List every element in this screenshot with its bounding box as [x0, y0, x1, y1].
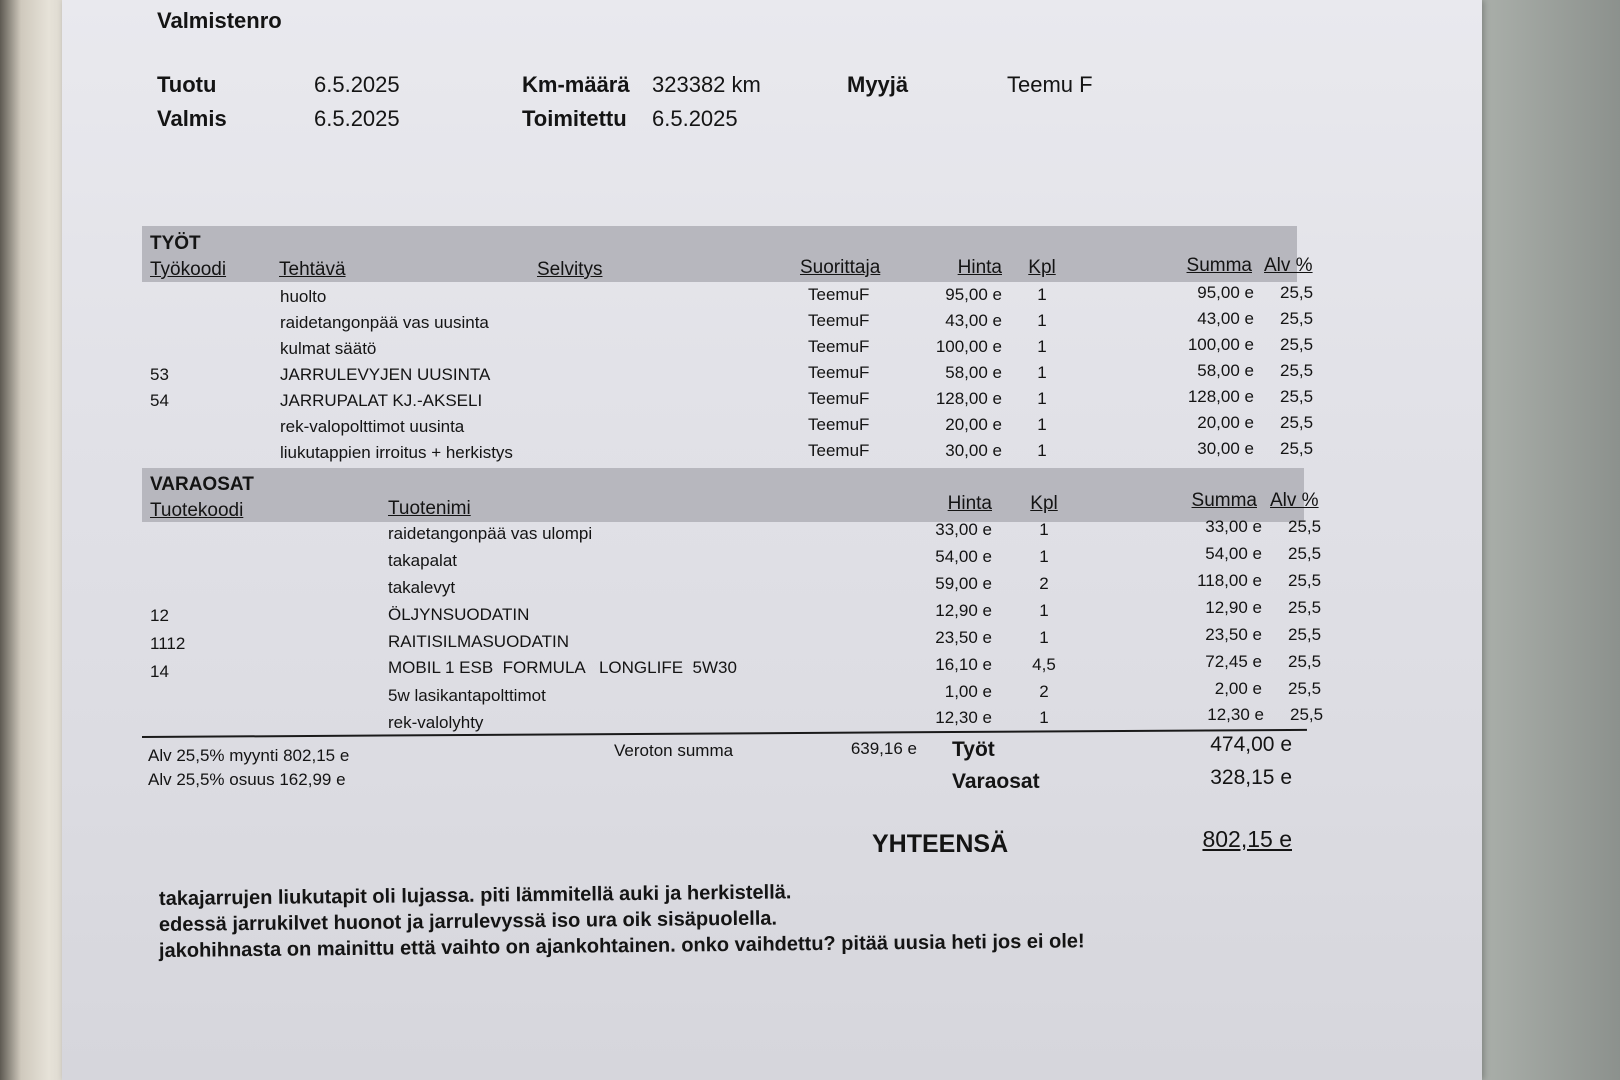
varaosat-row-vat: 25,5: [1290, 705, 1324, 724]
note-line-2: edessä jarrukilvet huonot ja jarrulevyssä iso ura oik sisäpuolella.: [158, 907, 778, 936]
varaosat-row-name: ÖLJYNSUODATIN: [388, 605, 530, 624]
tyot-row-task: JARRUPALAT KJ.-AKSELI: [280, 391, 483, 410]
varaosat-row-code: 1112: [150, 634, 186, 653]
invoice-paper: [62, 0, 1482, 1080]
varaosat-row-vat: 25,5: [1288, 652, 1322, 671]
note-line-1: takajarrujen liukutapit oli lujassa. piti lämmitellä auki ja herkistellä.: [158, 881, 792, 910]
background-left: [0, 0, 70, 1080]
alv-myynti: Alv 25,5% myynti 802,15 e: [148, 746, 350, 765]
tyot-row-qty: 1: [1037, 311, 1047, 330]
varaosat-row-sum: 12,30 e: [1207, 705, 1264, 724]
tyot-row-task: kulmat säätö: [280, 339, 377, 358]
varaosat-row-name: 5w lasikantapolttimot: [388, 686, 546, 705]
varaosat-row-qty: 1: [1039, 708, 1049, 727]
varaosat-row-name: RAITISILMASUODATIN: [388, 632, 570, 651]
tyot-row-price: 95,00 e: [945, 285, 1002, 304]
valmis-label: Valmis: [157, 106, 227, 131]
veroton-label: Veroton summa: [614, 741, 734, 760]
varaosat-col-code: Tuotekoodi: [150, 500, 244, 521]
tyot-row-price: 20,00 e: [945, 415, 1002, 434]
tyot-row-sum: 30,00 e: [1197, 439, 1254, 458]
tyot-row-code: 53: [150, 365, 169, 384]
tyot-row-price: 128,00 e: [935, 389, 1002, 408]
tyot-section-title: TYÖT: [150, 233, 201, 254]
varaosat-row-sum: 33,00 e: [1205, 517, 1262, 536]
tyot-row-vat: 25,5: [1280, 387, 1314, 406]
varaosat-row-sum: 12,90 e: [1205, 598, 1262, 617]
tyot-row-task: JARRULEVYJEN UUSINTA: [280, 365, 491, 384]
tuotu-value: 6.5.2025: [314, 72, 400, 97]
tyot-row-vat: 25,5: [1280, 439, 1314, 458]
varaosat-row-sum: 23,50 e: [1205, 625, 1262, 644]
myyja-label: Myyjä: [847, 72, 909, 97]
varaosat-col-name: Tuotenimi: [388, 498, 471, 519]
tyot-col-task: Tehtävä: [279, 259, 346, 280]
varaosat-total-value: 328,15 e: [1210, 766, 1292, 789]
tyot-col-price: Hinta: [957, 257, 1002, 278]
varaosat-col-sum: Summa: [1191, 490, 1257, 511]
tyot-row-performer: TeemuF: [808, 311, 870, 330]
varaosat-header-band: [142, 468, 1304, 522]
varaosat-row-qty: 1: [1039, 520, 1049, 539]
varaosat-section-title: VARAOSAT: [150, 474, 254, 495]
tyot-row-task: raidetangonpää vas uusinta: [280, 313, 489, 332]
varaosat-row-sum: 72,45 e: [1205, 652, 1262, 671]
varaosat-row-vat: 25,5: [1288, 571, 1322, 590]
varaosat-row-price: 16,10 e: [935, 655, 992, 674]
varaosat-row-name: takalevyt: [388, 578, 456, 597]
tyot-row-task: liukutappien irroitus + herkistys: [280, 443, 513, 462]
tyot-row-vat: 25,5: [1280, 283, 1314, 302]
tyot-row-task: huolto: [280, 287, 327, 306]
tyot-row-task: rek-valopolttimot uusinta: [280, 417, 465, 436]
varaosat-row-name: rek-valolyhty: [388, 713, 484, 732]
tyot-row-price: 100,00 e: [935, 337, 1002, 356]
tyot-row-vat: 25,5: [1280, 361, 1314, 380]
varaosat-row-code: 12: [150, 606, 169, 625]
myyja-value: Teemu F: [1007, 72, 1093, 97]
tyot-col-performer: Suorittaja: [800, 257, 881, 278]
varaosat-row-vat: 25,5: [1288, 598, 1322, 617]
varaosat-row-qty: 1: [1039, 547, 1049, 566]
tyot-col-desc: Selvitys: [537, 259, 603, 280]
varaosat-row-qty: 1: [1039, 601, 1049, 620]
tyot-row-sum: 128,00 e: [1187, 387, 1254, 406]
tyot-row-sum: 43,00 e: [1197, 309, 1254, 328]
tyot-row-performer: TeemuF: [808, 285, 870, 304]
tyot-row-sum: 58,00 e: [1197, 361, 1254, 380]
tyot-total-value: 474,00 e: [1210, 733, 1292, 756]
tyot-row-performer: TeemuF: [808, 415, 870, 434]
tyot-row-qty: 1: [1037, 441, 1047, 460]
tyot-row-qty: 1: [1037, 337, 1047, 356]
veroton-value: 639,16 e: [850, 739, 917, 758]
tyot-row-vat: 25,5: [1280, 309, 1314, 328]
varaosat-row-price: 23,50 e: [935, 628, 992, 647]
varaosat-row-vat: 25,5: [1288, 679, 1322, 698]
tuotu-label: Tuotu: [157, 72, 217, 97]
varaosat-row-price: 59,00 e: [935, 574, 992, 593]
km-label: Km-määrä: [522, 72, 630, 97]
varaosat-row-name: MOBIL 1 ESB FORMULA LONGLIFE 5W30: [388, 658, 737, 677]
toimitettu-value: 6.5.2025: [652, 106, 738, 131]
valmis-value: 6.5.2025: [314, 106, 400, 131]
tyot-row-sum: 20,00 e: [1197, 413, 1254, 432]
yhteensa-label: YHTEENSÄ: [872, 830, 1009, 858]
tyot-row-performer: TeemuF: [808, 389, 870, 408]
tyot-row-vat: 25,5: [1280, 413, 1314, 432]
tyot-row-qty: 1: [1037, 415, 1047, 434]
tyot-row-sum: 95,00 e: [1197, 283, 1254, 302]
varaosat-col-price: Hinta: [947, 493, 992, 514]
varaosat-row-qty: 1: [1039, 628, 1049, 647]
varaosat-row-qty: 2: [1039, 682, 1049, 701]
varaosat-row-vat: 25,5: [1288, 625, 1322, 644]
varaosat-row-price: 12,30 e: [935, 708, 992, 727]
varaosat-row-sum: 2,00 e: [1214, 679, 1262, 698]
tyot-row-vat: 25,5: [1280, 335, 1314, 354]
km-value: 323382 km: [652, 72, 761, 97]
varaosat-col-qty: Kpl: [1030, 493, 1058, 514]
varaosat-row-price: 33,00 e: [935, 520, 992, 539]
tyot-col-vat: Alv %: [1264, 255, 1313, 276]
note-line-3: jakohihnasta on mainittu että vaihto on ajankohtainen. onko vaihdettu? pitää uusia heti jos ei ole!: [158, 930, 1085, 962]
varaosat-row-sum: 118,00 e: [1197, 571, 1262, 590]
alv-osuus: Alv 25,5% osuus 162,99 e: [148, 770, 346, 789]
tyot-row-qty: 1: [1037, 389, 1047, 408]
totals-divider: [142, 729, 1307, 738]
tyot-col-sum: Summa: [1186, 255, 1252, 276]
yhteensa-value: 802,15 e: [1202, 826, 1292, 852]
tyot-row-qty: 1: [1037, 363, 1047, 382]
tyot-row-code: 54: [150, 391, 169, 410]
varaosat-row-price: 1,00 e: [944, 682, 992, 701]
tyot-row-performer: TeemuF: [808, 441, 870, 460]
varaosat-row-vat: 25,5: [1288, 517, 1322, 536]
tyot-row-price: 58,00 e: [945, 363, 1002, 382]
varaosat-col-vat: Alv %: [1270, 490, 1319, 511]
tyot-row-qty: 1: [1037, 285, 1047, 304]
tyot-row-performer: TeemuF: [808, 337, 870, 356]
tyot-row-price: 30,00 e: [945, 441, 1002, 460]
varaosat-row-qty: 2: [1039, 574, 1049, 593]
varaosat-row-code: 14: [150, 662, 169, 681]
tyot-row-price: 43,00 e: [945, 311, 1002, 330]
tyot-col-qty: Kpl: [1028, 257, 1056, 278]
tyot-row-performer: TeemuF: [808, 363, 870, 382]
toimitettu-label: Toimitettu: [522, 106, 627, 131]
varaosat-row-qty: 4,5: [1032, 655, 1056, 674]
varaosat-row-price: 12,90 e: [935, 601, 992, 620]
tyot-row-sum: 100,00 e: [1187, 335, 1254, 354]
varaosat-row-name: raidetangonpää vas ulompi: [388, 524, 593, 543]
varaosat-row-price: 54,00 e: [935, 547, 992, 566]
tyot-col-code: Työkoodi: [150, 259, 227, 280]
valmistenro-label: Valmistenro: [157, 8, 282, 33]
varaosat-total-label: Varaosat: [952, 770, 1040, 793]
varaosat-row-name: takapalat: [388, 551, 457, 570]
varaosat-row-sum: 54,00 e: [1205, 544, 1262, 563]
tyot-total-label: Työt: [952, 738, 995, 761]
varaosat-row-vat: 25,5: [1288, 544, 1322, 563]
